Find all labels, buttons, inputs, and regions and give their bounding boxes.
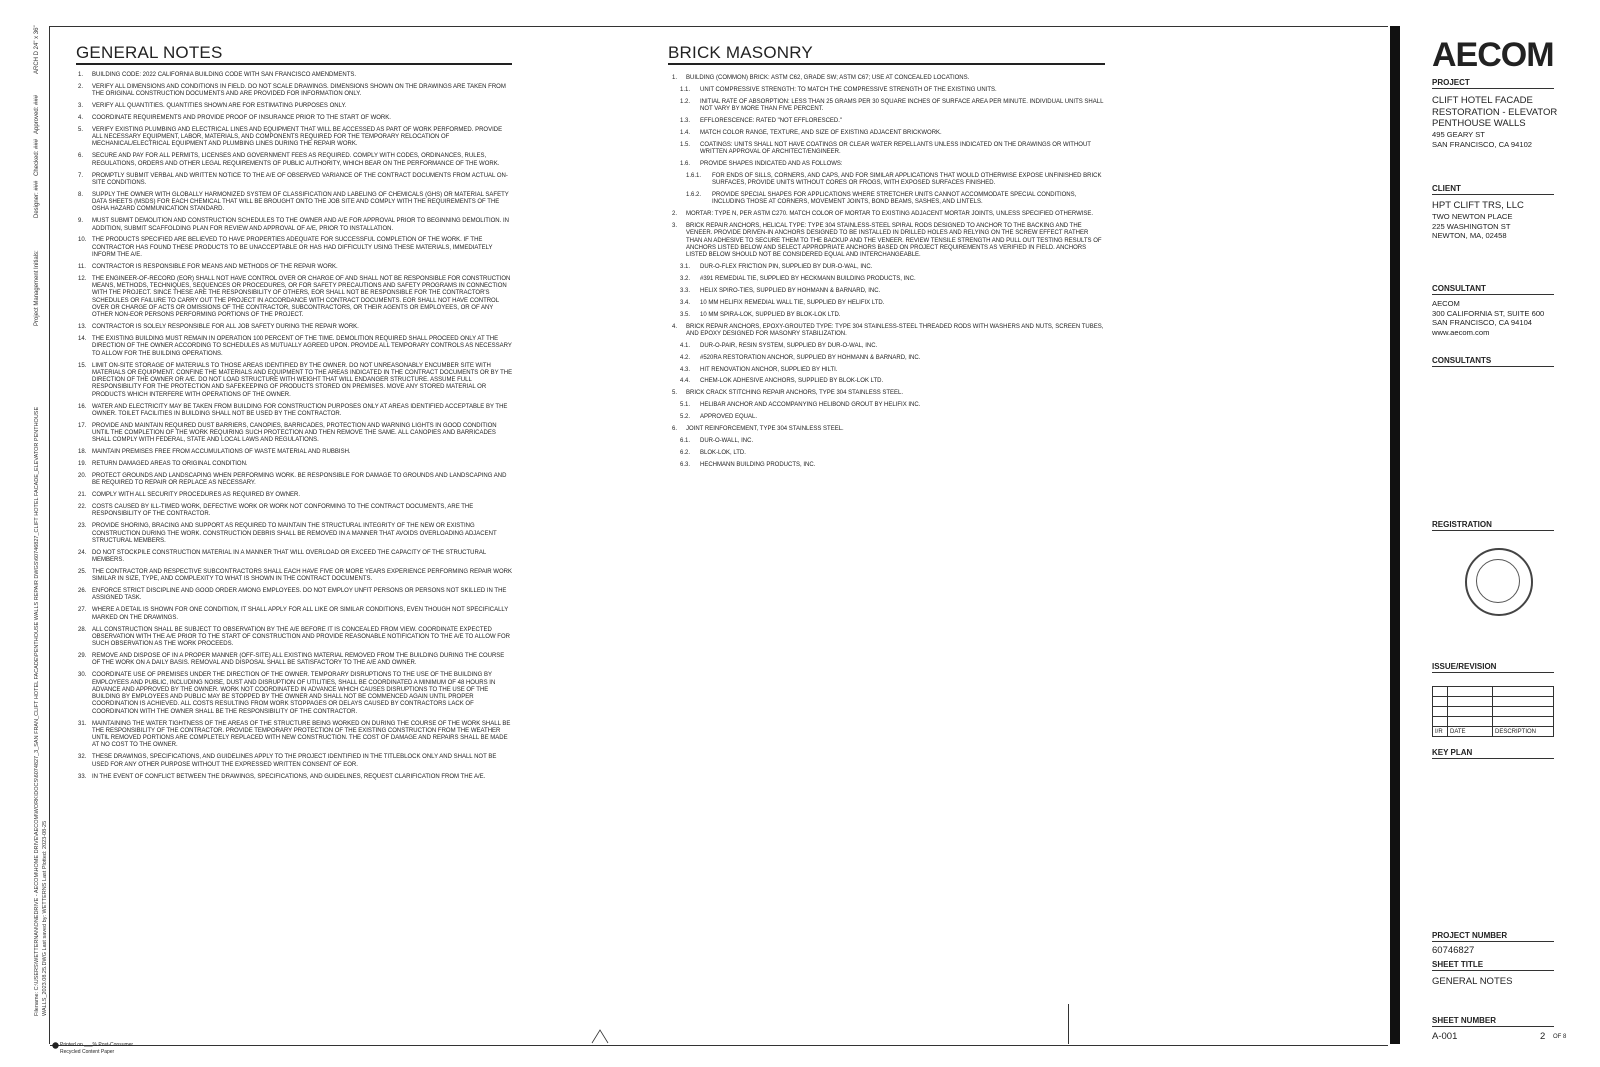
sheet-title-label: SHEET TITLE xyxy=(1432,960,1484,969)
general-note-item xyxy=(78,523,513,545)
note-number: 14. xyxy=(78,336,87,343)
general-note-item xyxy=(78,423,513,445)
general-note-item xyxy=(78,264,513,271)
brick-note-item xyxy=(672,300,1104,307)
note-number: 25. xyxy=(78,568,87,575)
general-note-item xyxy=(78,504,513,519)
note-text: HIT RENOVATION ANCHOR, SUPPLIED BY HILTI. xyxy=(700,366,838,373)
note-number: 1.2. xyxy=(680,98,691,105)
note-number: 1.6.2. xyxy=(686,192,702,199)
note-number: 6. xyxy=(78,153,84,160)
note-number: 24. xyxy=(78,549,87,556)
note-text: LIMIT ON-SITE STORAGE OF MATERIALS TO THOSE AREAS IDENTIFIED BY THE OWNER. DO NOT UNREASONABLY ENCUMBER SITE WITH MATERIALS OR EQUIPMENT. CONFINE THE MATERIALS AND EQUIPMENT TO THE AREAS INDICATED IN THE CONTRACT DOCUMENTS OR BY THE DIRECTION OF THE OWNER OR A/E. DO NOT LOAD STRUCTURE WITH WEIGHT THAT WILL ENDANGER STRUCTURE. ASSUME FULL RESPONSIBILITY FOR THE PROTECTION AND SAFEKEEPING OF PRODUCTS STORED ON PREMISES. MOVE ANY STORED MATERIAL OR PRODUCTS WHICH INTERFERE WITH OPERATIONS OF THE OWNER. xyxy=(92,362,513,398)
note-text: SUPPLY THE OWNER WITH GLOBALLY HARMONIZED SYSTEM OF CLASSIFICATION AND LABELING OF CHEMICALS (GHS) OR MATERIAL SAFETY DATA SHEETS (MSDS) FOR EACH CHEMICAL THAT WILL BE BROUGHT ONTO THE JOB SITE AND COMPLY WITH THE REQUIREMENTS OF THE OSHA HAZARD COMMUNICATION STANDARD. xyxy=(92,191,509,213)
note-text: MAINTAINING THE WATER TIGHTNESS OF THE AREAS OF THE STRUCTURE BEING WORKED ON DURING THE COURSE OF THE WORK SHALL BE THE RESPONSIBILITY OF THE CONTRACTOR. PROVIDE TEMPORARY PROTECTION OF THE EXISTING CONSTRUCTION FROM THE WEATHER UNTIL REMOVED PORTIONS ARE COMPLETELY REPLACED WITH NEW CONSTRUCTION. THE COST OF DAMAGE AND REPAIRS SHALL BE MADE AT NO COST TO THE OWNER. xyxy=(92,720,511,749)
note-number: 28. xyxy=(78,626,87,633)
note-text: COMPLY WITH ALL SECURITY PROCEDURES AS REQUIRED BY OWNER. xyxy=(92,492,301,499)
match-line xyxy=(1068,1004,1069,1044)
issue-revision-label: ISSUE/REVISION xyxy=(1432,662,1497,671)
brick-note-item xyxy=(672,223,1104,259)
brick-note-item xyxy=(672,450,1104,457)
consultant-line: 300 CALIFORNIA ST, SUITE 600 xyxy=(1432,308,1545,318)
address-line: SAN FRANCISCO, CA 94102 xyxy=(1432,139,1533,149)
note-number: 7. xyxy=(78,172,84,179)
revision-table xyxy=(1432,686,1554,737)
note-number: 3.4. xyxy=(680,299,691,306)
note-text: BRICK REPAIR ANCHORS, HELICAL TYPE: TYPE 304 STAINLESS-STEEL SPIRAL RODS DESIGNED TO ANCHOR TO THE BACKING AND THE VENEER. PROVIDE DRIVEN-IN ANCHORS DESIGNED TO BE INSTALLED IN DRILLED HOLES AND RELYING ON THE SCREW EFFECT RATHER THAN AN ADHESIVE TO SECURE THEM TO THE BACKUP AND THE VENEER. REVIEW TENSILE STRENGTH AND PULL OUT TESTING RESULTS OF ANCHORS LISTED BELOW AND SELECT APPROPRIATE ANCHORS BASED ON PROJECT REQUIREMENTS AS VERIFIED IN FIELD. ANCHORS LISTED BELOW SHOULD NOT BE CONSIDERED EQUAL AND INTERCHANGEABLE. xyxy=(686,223,1102,259)
note-number: 5.1. xyxy=(680,402,691,409)
project-divider xyxy=(1432,88,1554,89)
rev-col-date: DATE xyxy=(1448,727,1493,737)
note-number: 8. xyxy=(78,191,84,198)
note-text: RETURN DAMAGED AREAS TO ORIGINAL CONDITION. xyxy=(92,461,248,468)
general-note-item xyxy=(78,774,513,781)
note-number: 3.1. xyxy=(680,264,691,271)
project-address xyxy=(1432,130,1532,149)
general-note-item xyxy=(78,276,513,320)
consultants-label: CONSULTANTS xyxy=(1432,356,1492,365)
note-number: 11. xyxy=(78,263,86,270)
revision-row xyxy=(1433,717,1554,727)
key-plan-label: KEY PLAN xyxy=(1432,748,1473,757)
address-line: 495 GEARY ST xyxy=(1432,130,1485,139)
general-note-item xyxy=(78,84,513,99)
general-notes-list xyxy=(78,72,513,785)
brick-note-item xyxy=(672,276,1104,283)
note-text: CHEM-LOK ADHESIVE ANCHORS, SUPPLIED BY BLOK-LOK LTD. xyxy=(700,378,884,385)
note-text: APPROVED EQUAL. xyxy=(700,414,758,421)
note-text: INITIAL RATE OF ABSORPTION: LESS THAN 25 GRAMS PER 30 SQUARE INCHES OF SURFACE AREA PER MINUTE. INDIVIDUAL UNITS SHALL NOT VARY BY MORE THAN FIVE PERCENT. xyxy=(700,98,1104,113)
project-label: PROJECT xyxy=(1432,78,1470,87)
general-note-item xyxy=(78,653,513,668)
note-number: 29. xyxy=(78,653,87,660)
brick-note-item xyxy=(672,324,1104,339)
sheet-title: GENERAL NOTES xyxy=(1432,976,1513,987)
general-note-item xyxy=(78,192,513,214)
general-note-item xyxy=(78,588,513,603)
note-number: 5. xyxy=(672,390,678,397)
note-text: CONTRACTOR IS SOLELY RESPONSIBLE FOR ALL JOB SAFETY DURING THE REPAIR WORK. xyxy=(92,324,359,331)
project-number-label: PROJECT NUMBER xyxy=(1432,931,1508,940)
note-number: 6. xyxy=(672,426,678,433)
note-number: 26. xyxy=(78,588,87,595)
general-note-item xyxy=(78,721,513,750)
note-number: 17. xyxy=(78,422,87,429)
general-note-item xyxy=(78,336,513,358)
note-text: PROMPTLY SUBMIT VERBAL AND WRITTEN NOTICE TO THE A/E OF OBSERVED VARIANCE OF THE CONTRACT DOCUMENTS FROM ACTUAL ON-SITE CONDITIONS. xyxy=(92,172,508,186)
general-note-item xyxy=(78,492,513,499)
note-text: HELIBAR ANCHOR AND ACCOMPANYING HELIBOND GROUT BY HELIFIX INC. xyxy=(700,402,921,409)
note-number: 9. xyxy=(78,218,84,225)
general-note-item xyxy=(78,404,513,419)
note-number: 4.3. xyxy=(680,366,691,373)
note-text: #520RA RESTORATION ANCHOR, SUPPLIED BY HOHMANN & BARNARD, INC. xyxy=(700,354,921,361)
note-text: VERIFY EXISTING PLUMBING AND ELECTRICAL LINES AND EQUIPMENT THAT WILL BE ACCESSED AS PART OF WORK PERFORMED. PROVIDE ALL NECESSARY EQUIPMENT, LABOR, MATERIALS, AND COMPONENTS REQUIRED FOR THE TEMPORARY RELOCATION OF MECHANICAL/ELECTRICAL EQUIPMENT AND PLUMBING LINES DURING THE REPAIR WORK. xyxy=(92,126,503,148)
note-number: 1.6. xyxy=(680,160,691,167)
note-number: 4. xyxy=(672,323,678,330)
brick-note-item xyxy=(672,438,1104,445)
note-text: BUILDING CODE: 2022 CALIFORNIA BUILDING CODE WITH SAN FRANCISCO AMENDMENTS. xyxy=(92,72,357,78)
note-number: 1. xyxy=(78,72,84,78)
brick-masonry-list xyxy=(672,75,1104,474)
note-text: DUR-O-PAIR, RESIN SYSTEM, SUPPLIED BY DUR-O-WAL, INC. xyxy=(700,342,878,349)
note-number: 27. xyxy=(78,607,87,614)
note-text: JOINT REINFORCEMENT, TYPE 304 STAINLESS STEEL. xyxy=(686,426,844,433)
general-note-item xyxy=(78,627,513,649)
note-text: THE PRODUCTS SPECIFIED ARE BELIEVED TO HAVE PROPERTIES ADEQUATE FOR SUCCESSFUL COMPLETION OF THE WORK. IF THE CONTRACTOR HAS FOUND THESE PRODUCTS TO BE UNACCEPTABLE OR HAS HAD DIFFICULTY USING THESE MATERIALS, IMMEDIATELY INFORM THE A/E. xyxy=(92,237,493,258)
brick-note-item xyxy=(672,142,1104,157)
note-text: BUILDING (COMMON) BRICK: ASTM C62, GRADE SW; ASTM C67; USE AT CONCEALED LOCATIONS. xyxy=(686,75,970,81)
brick-note-item xyxy=(672,118,1104,125)
note-number: 3.5. xyxy=(680,311,691,318)
note-number: 20. xyxy=(78,473,87,480)
client-divider xyxy=(1432,194,1554,195)
brick-note-item xyxy=(672,402,1104,409)
project-line: PENTHOUSE WALLS xyxy=(1432,118,1526,129)
general-note-item xyxy=(78,550,513,565)
note-number: 32. xyxy=(78,754,87,761)
consultant-line: AECOM xyxy=(1432,299,1460,308)
note-text: UNIT COMPRESSIVE STRENGTH: TO MATCH THE COMPRESSIVE STRENGTH OF THE EXISTING UNITS. xyxy=(700,86,997,93)
consultant-line: www.aecom.com xyxy=(1432,327,1490,337)
note-text: COORDINATE REQUIREMENTS AND PROVIDE PROOF OF INSURANCE PRIOR TO THE START OF WORK. xyxy=(92,114,391,121)
note-text: PROTECT GROUNDS AND LANDSCAPING WHEN PERFORMING WORK. BE RESPONSIBLE FOR DAMAGE TO GROUNDS AND LANDSCAPING AND BE REQUIRED TO REPAIR OR REPLACE AS NECESSARY. xyxy=(92,473,507,487)
note-text: CONTRACTOR IS RESPONSIBLE FOR MEANS AND METHODS OF THE REPAIR WORK. xyxy=(92,263,338,270)
revision-row xyxy=(1433,687,1554,697)
titleblock-bar xyxy=(1390,26,1400,1044)
brick-note-item xyxy=(672,87,1104,94)
general-note-item xyxy=(78,754,513,769)
project-name xyxy=(1432,95,1557,130)
note-number: 1.1. xyxy=(680,86,691,93)
note-text: PROVIDE SPECIAL SHAPES FOR APPLICATIONS WHERE STRETCHER UNITS CANNOT ACCOMMODATE SPECIAL CONDITIONS, INCLUDING THOSE AT CORNERS, MOVEMENT JOINTS, BOND BEAMS, SASHES, AND LINTELS. xyxy=(712,192,1077,206)
note-number: 2. xyxy=(78,83,84,90)
note-number: 3.2. xyxy=(680,276,691,283)
note-text: ALL CONSTRUCTION SHALL BE SUBJECT TO OBSERVATION BY THE A/E BEFORE IT IS CONCEALED FROM VIEW. COORDINATE EXPECTED OBSERVATION WITH THE A/E PRIOR TO THE START OF CONSTRUCTION AND PROVIDE REASONABLE NOTIFICATION TO THE A/E TO ALLOW FOR SUCH OBSERVATION AS THE WORK PROCEEDS. xyxy=(92,626,510,648)
note-text: BRICK CRACK STITCHING REPAIR ANCHORS, TYPE 304 STAINLESS STEEL. xyxy=(686,390,904,397)
note-text: DUR-O-FLEX FRICTION PIN, SUPPLIED BY DUR-O-WAL, INC. xyxy=(700,264,873,271)
note-text: 10 MM HELIFIX REMEDIAL WALL TIE, SUPPLIED BY HELIFIX LTD. xyxy=(700,299,885,306)
sheet-number: A-001 xyxy=(1432,1031,1458,1042)
note-number: 1.6.1. xyxy=(686,172,702,179)
general-note-item xyxy=(78,72,513,79)
general-note-item xyxy=(78,607,513,622)
seal-center xyxy=(1476,559,1520,603)
note-text: MAINTAIN PREMISES FREE FROM ACCUMULATIONS OF WASTE MATERIAL AND RUBBISH. xyxy=(92,449,351,456)
pm-field: Project Management Initials: xyxy=(34,250,40,326)
registration-divider xyxy=(1432,530,1554,531)
client-label: CLIENT xyxy=(1432,184,1461,193)
recycle-icon xyxy=(52,1042,59,1049)
general-note-item xyxy=(78,153,513,168)
note-number: 4.4. xyxy=(680,378,691,385)
brick-note-item xyxy=(672,130,1104,137)
brick-note-item xyxy=(672,264,1104,271)
registration-label: REGISTRATION xyxy=(1432,520,1492,529)
note-text: #391 REMEDIAL TIE, SUPPLIED BY HECKMANN BUILDING PRODUCTS, INC. xyxy=(700,276,916,283)
note-text: BRICK REPAIR ANCHORS, EPOXY-GROUTED TYPE: TYPE 304 STAINLESS-STEEL THREADED RODS WITH WASHERS AND NUTS, SCREEN TUBES, AND EPOXY DESIGNED FOR MASONRY STABILIZATION. xyxy=(686,323,1104,337)
general-notes-rule xyxy=(76,63,512,65)
note-text: HELIX SPIRO-TIES, SUPPLIED BY HOHMANN & BARNARD, INC. xyxy=(700,287,881,294)
note-text: MATCH COLOR RANGE, TEXTURE, AND SIZE OF EXISTING ADJACENT BRICKWORK. xyxy=(700,129,942,136)
revision-header-row xyxy=(1433,727,1554,737)
consultant-divider xyxy=(1432,294,1554,295)
brick-note-item xyxy=(672,75,1104,82)
note-text: COATINGS: UNITS SHALL NOT HAVE COATINGS OR CLEAR WATER REPELLANTS UNLESS INDICATED ON THE DRAWINGS OR WITHOUT WRITTEN APPROVAL OF ARCHITECT/ENGINEER. xyxy=(700,141,1091,156)
brick-note-item xyxy=(672,378,1104,385)
general-note-item xyxy=(78,363,513,399)
note-number: 1.3. xyxy=(680,117,691,124)
note-number: 2. xyxy=(672,211,678,218)
general-note-item xyxy=(78,324,513,331)
note-number: 19. xyxy=(78,461,87,468)
note-number: 33. xyxy=(78,773,87,780)
general-note-item xyxy=(78,115,513,122)
general-notes-title: GENERAL NOTES xyxy=(76,43,223,62)
note-number: 21. xyxy=(78,492,87,499)
note-number: 10. xyxy=(78,237,87,244)
sheet-number-divider xyxy=(1432,1026,1554,1027)
saved-text: WALLS_2023.08.25.DWG Last saved by: WETTERNS Last Plotted: 2023-08-25 xyxy=(42,820,48,1016)
note-number: 18. xyxy=(78,449,87,456)
general-note-item xyxy=(78,672,513,716)
general-note-item xyxy=(78,103,513,110)
note-text: FOR ENDS OF SILLS, CORNERS, AND CAPS, AND FOR SIMILAR APPLICATIONS THAT WOULD OTHERWISE EXPOSE UNFINISHED BRICK SURFACES, PROVIDE UNITS WITHOUT CORES OR FROGS, WITH EXPOSED SURFACES FINISHED. xyxy=(712,172,1102,187)
note-text: DUR-O-WALL, INC. xyxy=(700,437,754,444)
note-number: 1. xyxy=(672,75,678,81)
note-text: THESE DRAWINGS, SPECIFICATIONS, AND GUIDELINES APPLY TO THE PROJECT IDENTIFIED IN THE TITLEBLOCK ONLY AND SHALL NOT BE USED FOR ANY OTHER PURPOSE WITHOUT THE EXPRESSED WRITTEN CONSENT OF EOR. xyxy=(92,754,497,768)
note-text: THE ENGINEER-OF-RECORD (EOR) SHALL NOT HAVE CONTROL OVER OR CHARGE OF AND SHALL NOT BE RESPONSIBLE FOR CONSTRUCTION MEANS, METHODS, TECHNIQUES, SEQUENCES OR PROCEDURES, OR FOR SAFETY PRECAUTIONS AND SAFETY PROGRAMS IN CONNECTION WITH THE PROJECT. SINCE THESE ARE THE RESPONSIBILITY OF OTHERS, EOR SHALL NOT BE RESPONSIBLE FOR THE CONTRACTOR'S SCHEDULES OR FAILURE TO CARRY OUT THE PROJECT IN ACCORDANCE WITH CONTRACT DOCUMENTS. EOR SHALL NOT HAVE CONTROL OVER OR CHARGE OF ACTS OR OMISSIONS OF THE CONTRACTOR, SUBCONTRACTORS, OR THEIR AGENTS OR EMPLOYEES, OR OF ANY OTHER NON-EOR PERSONS PERFORMING PORTIONS OF THE PROJECT. xyxy=(92,275,511,319)
project-number-divider xyxy=(1432,941,1554,942)
note-text: PROVIDE SHAPES INDICATED AND AS FOLLOWS: xyxy=(700,160,843,167)
note-text: EFFLORESCENCE: RATED "NOT EFFLORESCED." xyxy=(700,117,843,124)
general-note-item xyxy=(78,461,513,468)
note-number: 4.1. xyxy=(680,342,691,349)
note-number: 1.4. xyxy=(680,129,691,136)
brick-note-item xyxy=(672,462,1104,469)
general-note-item xyxy=(78,473,513,488)
brick-note-item xyxy=(672,367,1104,374)
note-number: 16. xyxy=(78,403,87,410)
brick-note-item xyxy=(672,192,1104,207)
address-line: NEWTON, MA, 02458 xyxy=(1432,231,1507,241)
brick-note-item xyxy=(672,99,1104,114)
note-number: 4.2. xyxy=(680,354,691,361)
note-text: THE CONTRACTOR AND RESPECTIVE SUBCONTRACTORS SHALL EACH HAVE FIVE OR MORE YEARS EXPERIENCE PERFORMING REPAIR WORK SIMILAR IN SIZE, TYPE, AND COMPLEXITY TO WHAT IS SHOWN IN THE CONTRACT DOCUMENTS. xyxy=(92,568,512,583)
note-number: 13. xyxy=(78,324,87,331)
general-note-item xyxy=(78,569,513,584)
note-text: HECHMANN BUILDING PRODUCTS, INC. xyxy=(700,461,816,468)
note-number: 5.2. xyxy=(680,414,691,421)
address-line: TWO NEWTON PLACE xyxy=(1432,212,1513,221)
project-line: RESTORATION - ELEVATOR xyxy=(1432,106,1558,118)
general-note-item xyxy=(78,449,513,456)
note-text: SECURE AND PAY FOR ALL PERMITS, LICENSES AND GOVERNMENT FEES AS REQUIRED. COMPLY WITH CODES, ORDINANCES, RULES, REGULATIONS, ORDERS AND OTHER LEGAL REQUIREMENTS OF PUBLIC AUTHORITY, WHICH BEAR ON THE PERFORMANCE OF THE WORK. xyxy=(92,153,500,167)
approved-field: Approved: ### xyxy=(34,94,40,134)
general-note-item xyxy=(78,218,513,233)
note-text: COORDINATE USE OF PREMISES UNDER THE DIRECTION OF THE OWNER. TEMPORARY DISRUPTIONS TO THE USE OF THE BUILDING BY EMPLOYEES AND PUBLIC, INCLUDING NOISE, DUST AND DISRUPTION OF UTILITIES, SHALL BE COORDINATED A MINIMUM OF 48 HOURS IN ADVANCE AND APPROVED BY THE OWNER. WORK NOT COORDINATED IN ADVANCE WHICH CAUSES DISRUPTIONS TO THE USE OF THE BUILDING BY EMPLOYEES AND PUBLIC MAY BE STOPPED BY THE OWNER AND SHALL NOT BE COMMENCED AGAIN UNTIL PROPER COORDINATION IS ACHIEVED. ALL COSTS RESULTING FROM WORK STOPPAGES OR DELAYS CAUSED BY CONTRACTORS LACK OF COORDINATION WITH THE OWNER SHALL BE THE RESPONSIBILITY OF THE CONTRACTOR. xyxy=(92,672,496,715)
revision-row xyxy=(1433,697,1554,707)
brick-note-item xyxy=(672,390,1104,397)
client-address xyxy=(1432,212,1512,241)
consultant-line: SAN FRANCISCO, CA 94104 xyxy=(1432,318,1533,328)
note-text: PROVIDE SHORING, BRACING AND SUPPORT AS REQUIRED TO MAINTAIN THE STRUCTURAL INTEGRITY OF THE NEW OR EXISTING CONSTRUCTION DURING THE WORK. CONSTRUCTION DEBRIS SHALL BE REMOVED IN A MANNER THAT AVOIDS OVERLOADING ADJACENT STRUCTURAL MEMBERS. xyxy=(92,523,497,544)
brick-masonry-title: BRICK MASONRY xyxy=(668,43,813,62)
brick-note-item xyxy=(672,343,1104,350)
note-text: MUST SUBMIT DEMOLITION AND CONSTRUCTION SCHEDULES TO THE OWNER AND A/E FOR APPROVAL PRIOR TO BEGINNING DEMOLITION. IN ADDITION, SUBMIT SCAFFOLDING PLAN FOR REVIEW AND APPROVAL OF A/E, PRIOR TO INSTALLATION. xyxy=(92,218,509,232)
note-number: 3. xyxy=(78,103,84,110)
note-text: BLOK-LOK, LTD. xyxy=(700,449,746,456)
note-text: DO NOT STOCKPILE CONSTRUCTION MATERIAL IN A MANNER THAT WILL OVERLOAD OR EXCEED THE CAPACITY OF THE STRUCTURAL MEMBERS. xyxy=(92,549,486,564)
note-number: 3. xyxy=(672,223,678,230)
note-text: VERIFY ALL QUANTITIES. QUANTITIES SHOWN ARE FOR ESTIMATING PURPOSES ONLY. xyxy=(92,103,347,110)
engineer-seal-icon xyxy=(1465,548,1533,616)
note-text: COSTS CAUSED BY ILL-TIMED WORK, DEFECTIVE WORK OR WORK NOT CONFORMING TO THE CONTRACT DOCUMENTS, ARE THE RESPONSIBILITY OF THE CONTRACTOR. xyxy=(92,504,474,518)
revision-row xyxy=(1433,707,1554,717)
note-number: 4. xyxy=(78,114,84,121)
general-note-item xyxy=(78,237,513,259)
note-text: THE EXISTING BUILDING MUST REMAIN IN OPERATION 100 PERCENT OF THE TIME. DEMOLITION REQUIRED SHALL PROCEED ONLY AT THE DIRECTION OF THE OWNER ACCORDING TO SCHEDULES AS MUTUALLY AGREED UPON. PROVIDE ALL TEMPORARY CONTROLS AS NECESSARY TO ALLOW FOR THE BUILDING OPERATIONS. xyxy=(92,336,512,357)
brick-note-item xyxy=(672,288,1104,295)
note-text: PROVIDE AND MAINTAIN REQUIRED DUST BARRIERS, CANOPIES, BARRICADES, PROTECTION AND WARNING LIGHTS IN GOOD CONDITION UNTIL THE COMPLETION OF THE WORK REQUIRING SUCH PROTECTION AND THEN REMOVE THE SAME. ALL CANOPIES AND BARRICADES SHALL COMPLY WITH FEDERAL, STATE AND LOCAL LAWS AND REGULATIONS. xyxy=(92,422,497,444)
consultant-info xyxy=(1432,299,1544,337)
note-number: 31. xyxy=(78,720,87,727)
note-text: WATER AND ELECTRICITY MAY BE TAKEN FROM BUILDING FOR CONSTRUCTION PURPOSES ONLY AT AREAS IDENTIFIED ACCEPTABLE BY THE OWNER. TOILET FACILITIES IN BUILDING SHALL NOT BE USED BY THE CONTRACTOR. xyxy=(92,403,508,417)
note-number: 1.5. xyxy=(680,141,691,148)
page-number: 2 xyxy=(1540,1031,1546,1042)
brick-note-item xyxy=(672,426,1104,433)
note-text: VERIFY ALL DIMENSIONS AND CONDITIONS IN FIELD. DO NOT SCALE DRAWINGS. DIMENSIONS SHOWN ON THE DRAWINGS ARE TAKEN FROM THE ORIGINAL CONSTRUCTION DOCUMENTS AND ARE PROVIDED FOR INFORMATION ONLY. xyxy=(92,83,506,98)
recycled-printed: Printed on ___% Post-Consumer xyxy=(60,1042,134,1048)
general-note-item xyxy=(78,127,513,149)
rev-col-ir: I/R xyxy=(1433,727,1448,737)
brick-note-item xyxy=(672,414,1104,421)
brick-masonry-rule xyxy=(668,63,1105,65)
consultants-divider xyxy=(1432,366,1554,367)
note-number: 5. xyxy=(78,126,84,133)
brick-note-item xyxy=(672,312,1104,319)
general-note-item xyxy=(78,173,513,188)
note-number: 12. xyxy=(78,275,87,282)
keyplan-divider xyxy=(1432,758,1554,759)
recycled-content: Recycled Content Paper xyxy=(60,1049,115,1055)
sheet-size: ARCH D 24" x 36" xyxy=(34,25,40,74)
note-number: 15. xyxy=(78,362,87,369)
note-number: 6.2. xyxy=(680,449,691,456)
client-name: HPT CLIFT TRS, LLC xyxy=(1432,200,1524,211)
note-number: 6.3. xyxy=(680,461,691,468)
designer-field: Designer: ### xyxy=(34,180,40,218)
brick-note-item xyxy=(672,211,1104,218)
note-number: 22. xyxy=(78,504,87,511)
note-number: 23. xyxy=(78,523,87,530)
note-text: ENFORCE STRICT DISCIPLINE AND GOOD ORDER AMONG EMPLOYEES. DO NOT EMPLOY UNFIT PERSONS OR PERSONS NOT SKILLED IN THE ASSIGNED TASK. xyxy=(92,588,507,602)
project-number: 60746827 xyxy=(1432,945,1475,956)
brick-note-item xyxy=(672,161,1104,168)
note-text: IN THE EVENT OF CONFLICT BETWEEN THE DRAWINGS, SPECIFICATIONS, AND GUIDELINES, REQUEST CLARIFICATION FROM THE A/E. xyxy=(92,773,486,780)
note-text: REMOVE AND DISPOSE OF IN A PROPER MANNER (OFF-SITE) ALL EXISTING MATERIAL REMOVED FROM THE BUILDING DURING THE COURSE OF THE WORK ON A DAILY BASIS. REMOVAL AND DISPOSAL SHALL BE SATISFACTORY TO THE A/E AND OWNER. xyxy=(92,653,505,667)
sheet-number-label: SHEET NUMBER xyxy=(1432,1016,1497,1025)
note-text: MORTAR: TYPE N, PER ASTM C270. MATCH COLOR OF MORTAR TO EXISTING ADJACENT MORTAR JOINTS, UNLESS SPECIFIED OTHERWISE. xyxy=(686,211,1094,218)
note-number: 30. xyxy=(78,672,87,679)
filename-text: Filename: C:\USERS\WETTERNAN\ONEDRIVE - AECOM\HOME DRIVE\AECOM\WORK\DOCS\6074827_3_SAN FRAN_CLIFT HOTEL FACADE\PENTHOUSE WALLS REPAIR DWGS\60746827_CLIFT HOTEL FACADE_ELEVATOR PENTHOUSE xyxy=(34,406,40,1016)
project-line: CLIFT HOTEL FACADE xyxy=(1432,95,1533,106)
north-arrow-icon xyxy=(590,1028,610,1044)
rev-col-description: DESCRIPTION xyxy=(1493,727,1554,737)
note-number: 6.1. xyxy=(680,437,691,444)
note-text: WHERE A DETAIL IS SHOWN FOR ONE CONDITION, IT SHALL APPLY FOR ALL LIKE OR SIMILAR CONDITIONS, EVEN THOUGH NOT SPECIFICALLY MARKED ON THE DRAWINGS. xyxy=(92,607,509,621)
sheet-title-divider xyxy=(1432,970,1554,971)
brick-note-item xyxy=(672,173,1104,188)
consultant-label: CONSULTANT xyxy=(1432,284,1486,293)
checked-field: Checked: ### xyxy=(34,138,40,176)
page-total: OF 8 xyxy=(1553,1034,1567,1040)
aecom-logo: AECOM xyxy=(1432,36,1554,74)
note-number: 3.3. xyxy=(680,287,691,294)
brick-note-item xyxy=(672,355,1104,362)
address-line: 225 WASHINGTON ST xyxy=(1432,221,1511,231)
note-text: 10 MM SPIRA-LOK, SUPPLIED BY BLOK-LOK LTD. xyxy=(700,311,841,318)
issue-divider xyxy=(1432,672,1554,673)
